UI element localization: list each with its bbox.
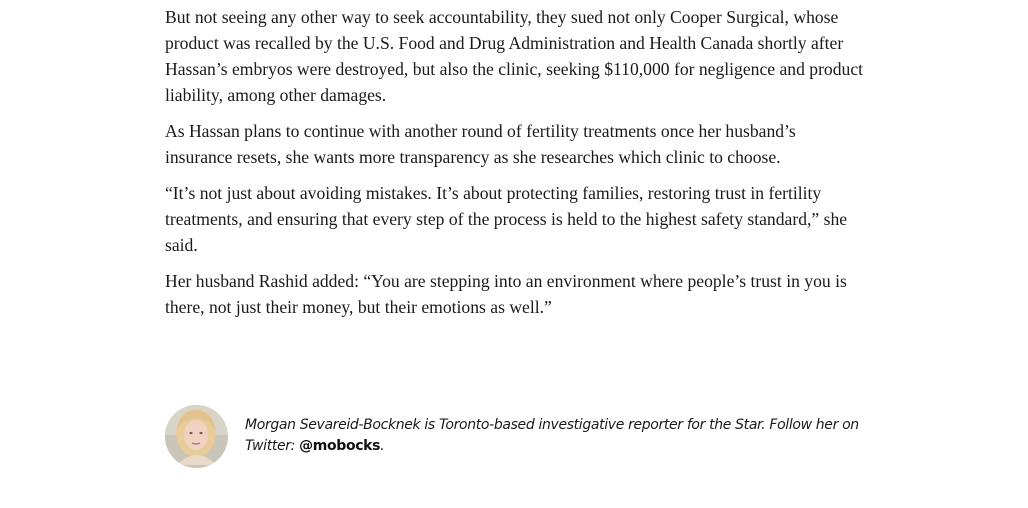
author-bio bbox=[245, 415, 885, 457]
article-body bbox=[165, 4, 865, 330]
twitter-handle-link[interactable]: @mobocks bbox=[299, 438, 381, 454]
author-photo-icon bbox=[165, 405, 228, 468]
author-avatar[interactable] bbox=[165, 405, 228, 468]
article-paragraph: “It’s not just about avoiding mistakes. It’s about protecting families, restoring trust in fertility treatments, and ensuring that every step of the process is held to the highest safety standard,” she said. bbox=[165, 183, 848, 255]
article-paragraph: But not seeing any other way to seek accountability, they sued not only Cooper Surgical, whose product was recalled by the U.S. Food and Drug Administration and Health Canada shortly after Hassan’s embryos were destroyed, but also the clinic, seeking $110,000 for negligence and product liability, among other damages. bbox=[165, 7, 864, 105]
author-bio-end: . bbox=[380, 438, 385, 454]
author-byline bbox=[165, 405, 885, 469]
article-paragraph: Her husband Rashid added: “You are stepping into an environment where people’s trust in you is there, not just their money, but their emotions as well.” bbox=[165, 271, 847, 317]
author-bio-text: Morgan Sevareid-Bocknek is Toronto-based investigative reporter for the Star. Follow her on Twitter: bbox=[245, 417, 859, 454]
article-paragraph: As Hassan plans to continue with another round of fertility treatments once her husband’s insurance resets, she wants more transparency as she researches which clinic to choose. bbox=[165, 121, 796, 167]
